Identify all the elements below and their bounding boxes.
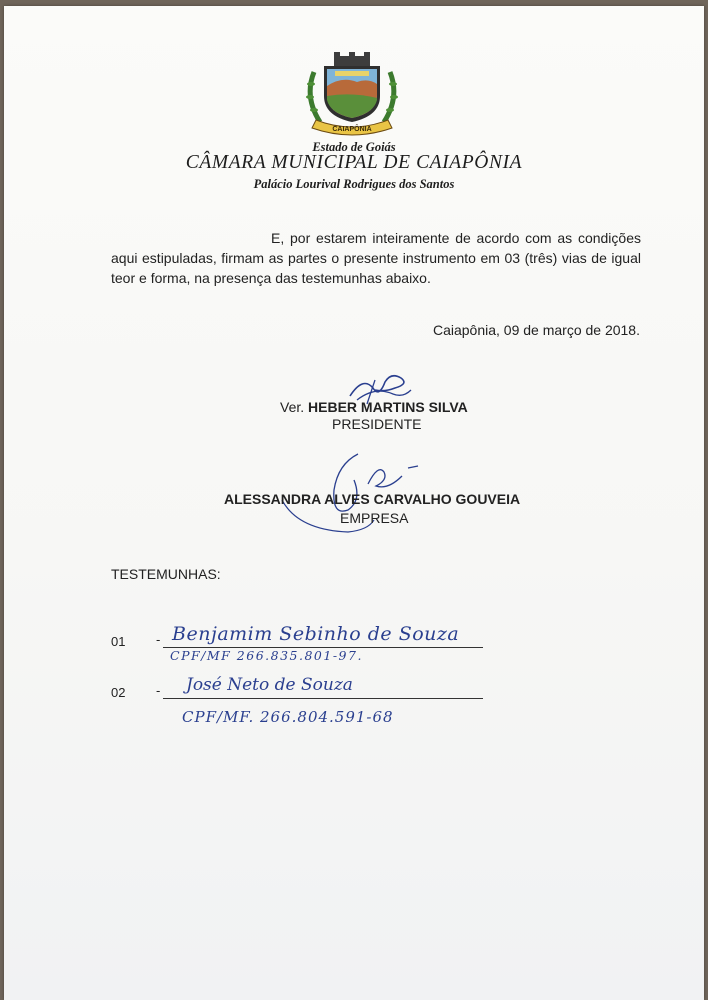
witness-1-number: 01 [111,634,126,649]
crest-banner-text: CAIAPÔNIA [332,126,372,133]
signatory-1-role: PRESIDENTE [332,416,422,432]
witness-2-dash: - [156,683,161,698]
agreement-paragraph [111,228,641,288]
witness-2-number: 02 [111,685,126,700]
signatory-2-role: EMPRESA [340,510,409,526]
signatory-2-fullname: ALESSANDRA ALVES CARVALHO GOUVEIA [224,491,521,507]
signatory-1-fullname: HEBER MARTINS SILVA [308,399,468,415]
witness-1-cpf: CPF/MF 266.835.801-97. [170,648,363,663]
witness-2-cpf: CPF/MF. 266.804.591-68 [182,708,394,726]
agreement-paragraph-text: E, por estarem inteiramente de acordo com as condições aqui estipuladas, firmam as partes o presente instrumento em 03 (três) vias de igual teor e forma, na presença das testemunhas abaixo. [111,230,641,286]
chamber-title: CÂMARA MUNICIPAL DE CAIAPÔNIA [185,152,523,173]
signatory-2-name [224,491,520,507]
document-date: Caiapônia, 09 de março de 2018. [432,322,640,338]
palace-subtitle: Palácio Lourival Rodrigues dos Santos [253,177,455,191]
signatory-1-prefix: Ver. [280,399,309,415]
state-heading: Estado de Goiás [312,140,396,154]
witness-1-signature: Benjamim Sebinho de Souza [172,623,460,645]
witness-2-signature: José Neto de Souza [186,675,353,695]
witness-1-dash: - [156,632,161,647]
witnesses-title: TESTEMUNHAS: [111,566,221,582]
signatory-1-name [280,399,468,415]
municipal-crest-emblem [302,52,402,136]
witness-2-signature-line [163,698,483,699]
